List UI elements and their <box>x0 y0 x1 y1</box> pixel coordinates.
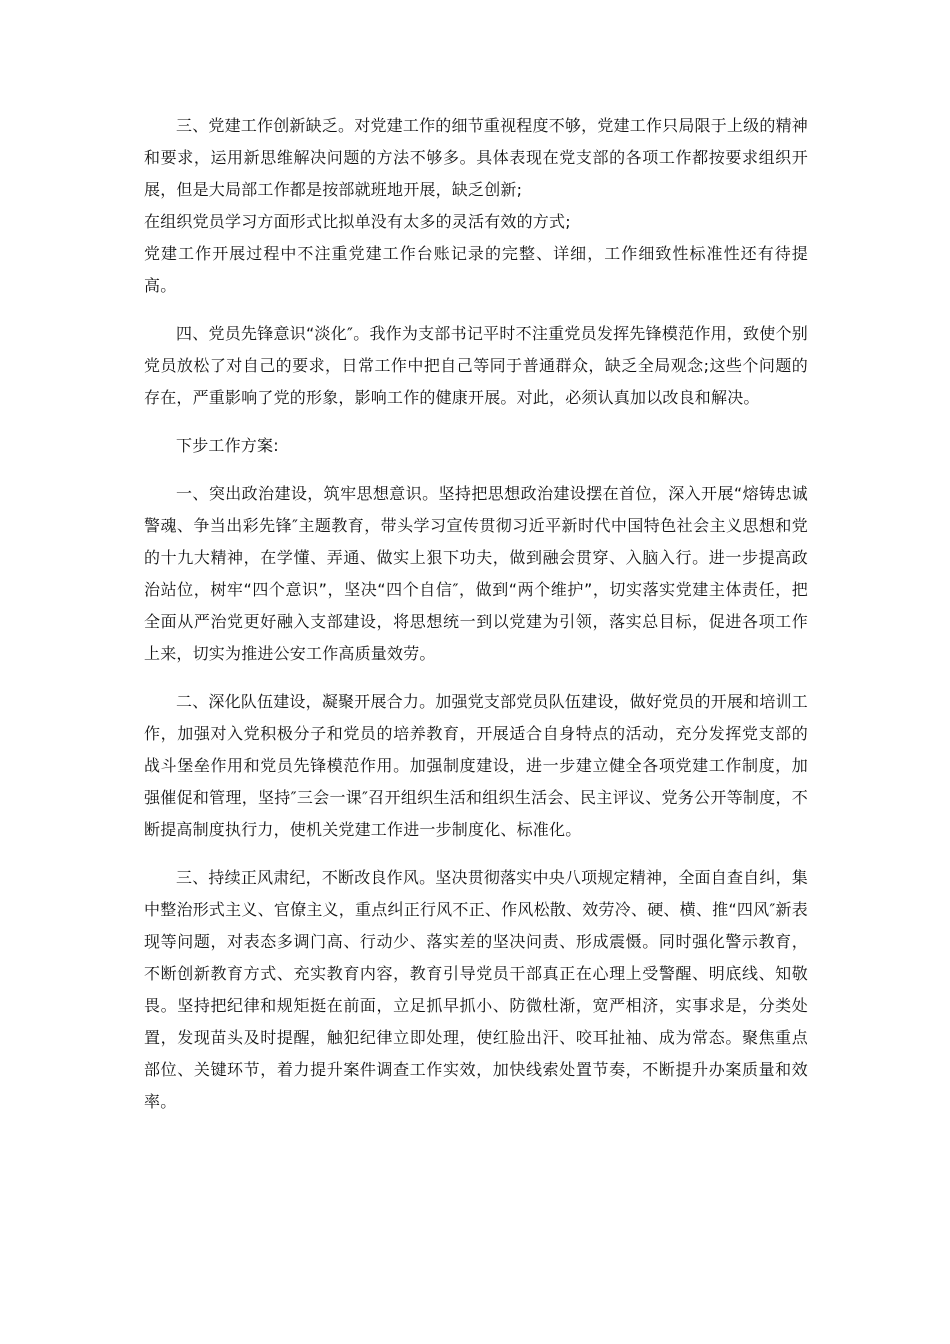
paragraph-team-building: 二、深化队伍建设，凝聚开展合力。加强党支部党员队伍建设，做好党员的开展和培训工作，加强对入党积极分子和党员的培养教育，开展适合自身特点的活动，充分发挥党支部的战斗堡垒作用和党员先锋模范作用。加强制度建设，进一步建立健全各项党建工作制度，加强催促和管理，坚持″三会一课″召开组织生活和组织生活会、民主评议、党务公开等制度，不断提高制度执行力，使机关党建工作进一步制度化、标准化。 <box>144 692 808 839</box>
document-body <box>144 110 808 1118</box>
paragraph-next-step-heading: 下步工作方案: <box>176 436 279 455</box>
paragraph-study-format: 在组织党员学习方面形式比拟单没有太多的灵活有效的方式; <box>144 212 571 231</box>
paragraph-political-construction: 一、突出政治建设，筑牢思想意识。坚持把思想政治建设摆在首位，深入开展“熔铸忠诚警魂、争当出彩先锋″主题教育，带头学习宣传贯彻习近平新时代中国特色社会主义思想和党的十九大精神，在学懂、弄通、做实上狠下功夫，做到融会贯穿、入脑入行。进一步提高政治站位，树牢“四个意识”，坚决“四个自信″，做到“两个维护”，切实落实党建主体责任，把全面从严治党更好融入支部建设，将思想统一到以党建为引领，落实总目标，促进各项工作上来，切实为推进公安工作高质量效劳。 <box>144 484 808 663</box>
paragraph-vanguard-awareness: 四、党员先锋意识“淡化″。我作为支部书记平时不注重党员发挥先锋模范作用，致使个别党员放松了对自己的要求，日常工作中把自己等同于普通群众，缺乏全局观念;这些个问题的存在，严重影响了党的形象，影响工作的健康开展。对此，必须认真加以改良和解决。 <box>144 324 808 407</box>
paragraph-discipline-style: 三、持续正风肃纪，不断改良作风。坚决贯彻落实中央八项规定精神，全面自查自纠，集中整治形式主义、官僚主义，重点纠正行风不正、作风松散、效劳冷、硬、横、推“四风″新表现等问题，对表态多调门高、行动少、落实差的坚决问责、形成震慑。同时强化警示教育，不断创新教育方式、充实教育内容，教育引导党员干部真正在心理上受警醒、明底线、知敬畏。坚持把纪律和规矩挺在前面，立足抓早抓小、防微杜渐，宽严相济，实事求是，分类处置，发现苗头及时提醒，触犯纪律立即处理，使红脸出汗、咬耳扯袖、成为常态。聚焦重点部位、关键环节，着力提升案件调查工作实效，加快线索处置节奏，不断提升办案质量和效率。 <box>144 868 808 1111</box>
paragraph-ledger-records: 党建工作开展过程中不注重党建工作台账记录的完整、详细，工作细致性标准性还有待提高。 <box>144 244 808 295</box>
paragraph-party-building-innovation: 三、党建工作创新缺乏。对党建工作的细节重视程度不够，党建工作只局限于上级的精神和要求，运用新思维解决问题的方法不够多。具体表现在党支部的各项工作都按要求组织开展，但是大局部工作都是按部就班地开展，缺乏创新; <box>144 116 808 199</box>
